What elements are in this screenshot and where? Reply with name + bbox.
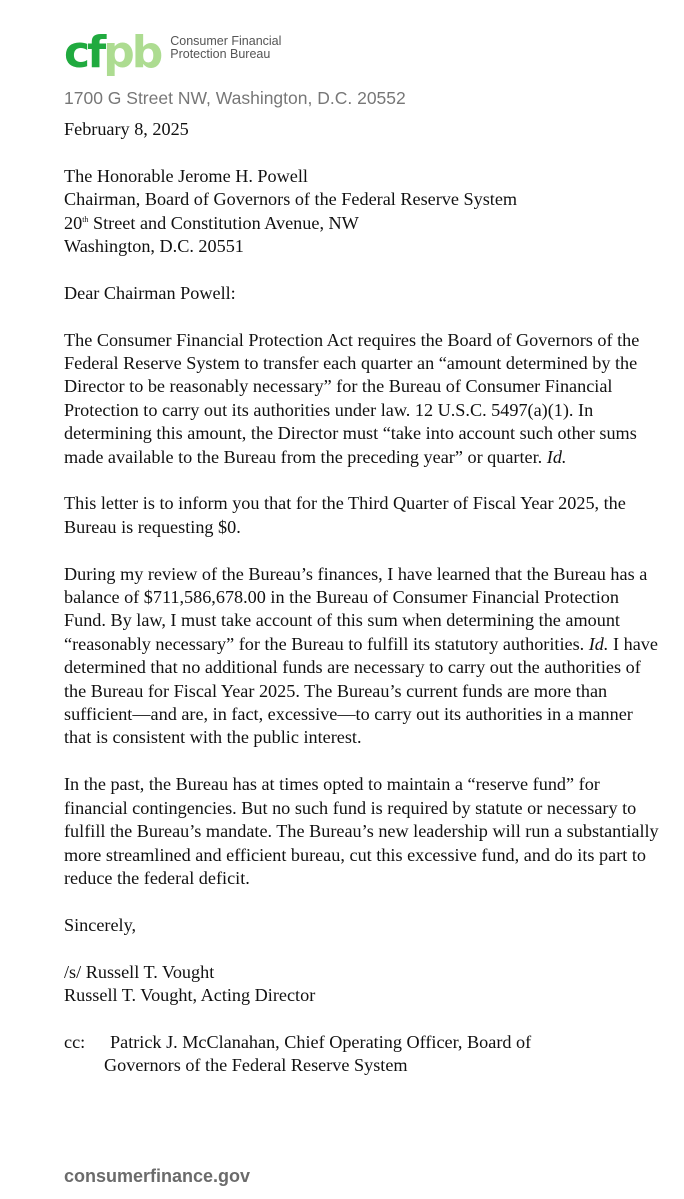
street-ordinal: th: [82, 214, 89, 224]
paragraph-1-text: The Consumer Financial Protection Act requires the Board of Governors of the Federal Reserve System to transfer each quarter an “amount determined by the Director to be reasonably necessary” for the Bureau of Consumer Financial Protection to carry out its authorities under law. 12 U.S.C. 5497(a)(1). In determining this amount, the Director must “take into account such other sums made available to the Bureau from the preceding year” or quarter.: [64, 329, 640, 467]
recipient-line3: [64, 212, 664, 235]
cfpb-logo-mark: [64, 26, 161, 78]
logo-letter-f: f: [87, 27, 104, 78]
logo-letter-b: b: [131, 27, 161, 78]
logo-letter-c: c: [64, 27, 88, 78]
paragraph-3: [64, 563, 664, 750]
cfpb-logo: [64, 26, 282, 78]
letter-body: [64, 118, 664, 1078]
signature-line1: /s/ Russell T. Vought: [64, 961, 215, 982]
letter-date: February 8, 2025: [64, 119, 189, 139]
closing: Sincerely,: [64, 914, 137, 935]
recipient-line2: Chairman, Board of Governors of the Federal Reserve System: [64, 189, 518, 210]
citation-id: Id.: [588, 633, 609, 654]
citation-id: Id.: [546, 446, 567, 467]
street-name: Street and Constitution Avenue, NW: [88, 212, 359, 233]
cc-line2: Governors of the Federal Reserve System: [104, 1055, 408, 1076]
recipient-line4: Washington, D.C. 20551: [64, 236, 244, 257]
signature-line2: Russell T. Vought, Acting Director: [64, 984, 316, 1005]
cc-block: [64, 1031, 664, 1078]
logo-text-line1: Consumer Financial: [170, 34, 282, 48]
footer-website: consumerfinance.gov: [64, 1166, 251, 1186]
logo-wordmark: [170, 35, 281, 61]
recipient-block: [64, 165, 664, 259]
cc-line1: Patrick J. McClanahan, Chief Operating Officer, Board of: [110, 1031, 532, 1052]
recipient-line1: The Honorable Jerome H. Powell: [64, 165, 308, 186]
paragraph-3-text-a: During my review of the Bureau’s finances, I have learned that the Bureau has a balance of $711,586,678.00 in the Bureau of Consumer Financial Protection Fund. By law, I must take account of this sum when determining the amount “reasonably necessary” for the Bureau to fulfill its statutory authorities.: [64, 563, 648, 654]
cc-label: cc:: [64, 1031, 86, 1052]
signature-block: [64, 961, 664, 1008]
paragraph-4: In the past, the Bureau has at times opted to maintain a “reserve fund” for financial contingencies. But no such fund is required by statute or necessary to fulfill the Bureau’s mandate. The Bureau’s new leadership will run a substantially more streamlined and efficient bureau, cut this excessive fund, and do its part to reduce the federal deficit.: [64, 774, 659, 888]
logo-text-line2: Protection Bureau: [170, 47, 271, 61]
street-number: 20: [64, 212, 83, 233]
salutation: Dear Chairman Powell:: [64, 282, 236, 303]
paragraph-1: [64, 329, 664, 469]
letterhead-address: 1700 G Street NW, Washington, D.C. 20552: [64, 88, 406, 108]
paragraph-3-text-b: I have determined that no additional funds are necessary to carry out the authorities of the Bureau for Fiscal Year 2025. The Bureau’s current funds are more than sufficient—and are, in fact, excessive—to carry out its authorities in a manner that is consistent with the public interest.: [64, 633, 658, 748]
logo-letter-p: p: [103, 27, 132, 78]
paragraph-2: This letter is to inform you that for the Third Quarter of Fiscal Year 2025, the Bureau is requesting $0.: [64, 493, 626, 537]
